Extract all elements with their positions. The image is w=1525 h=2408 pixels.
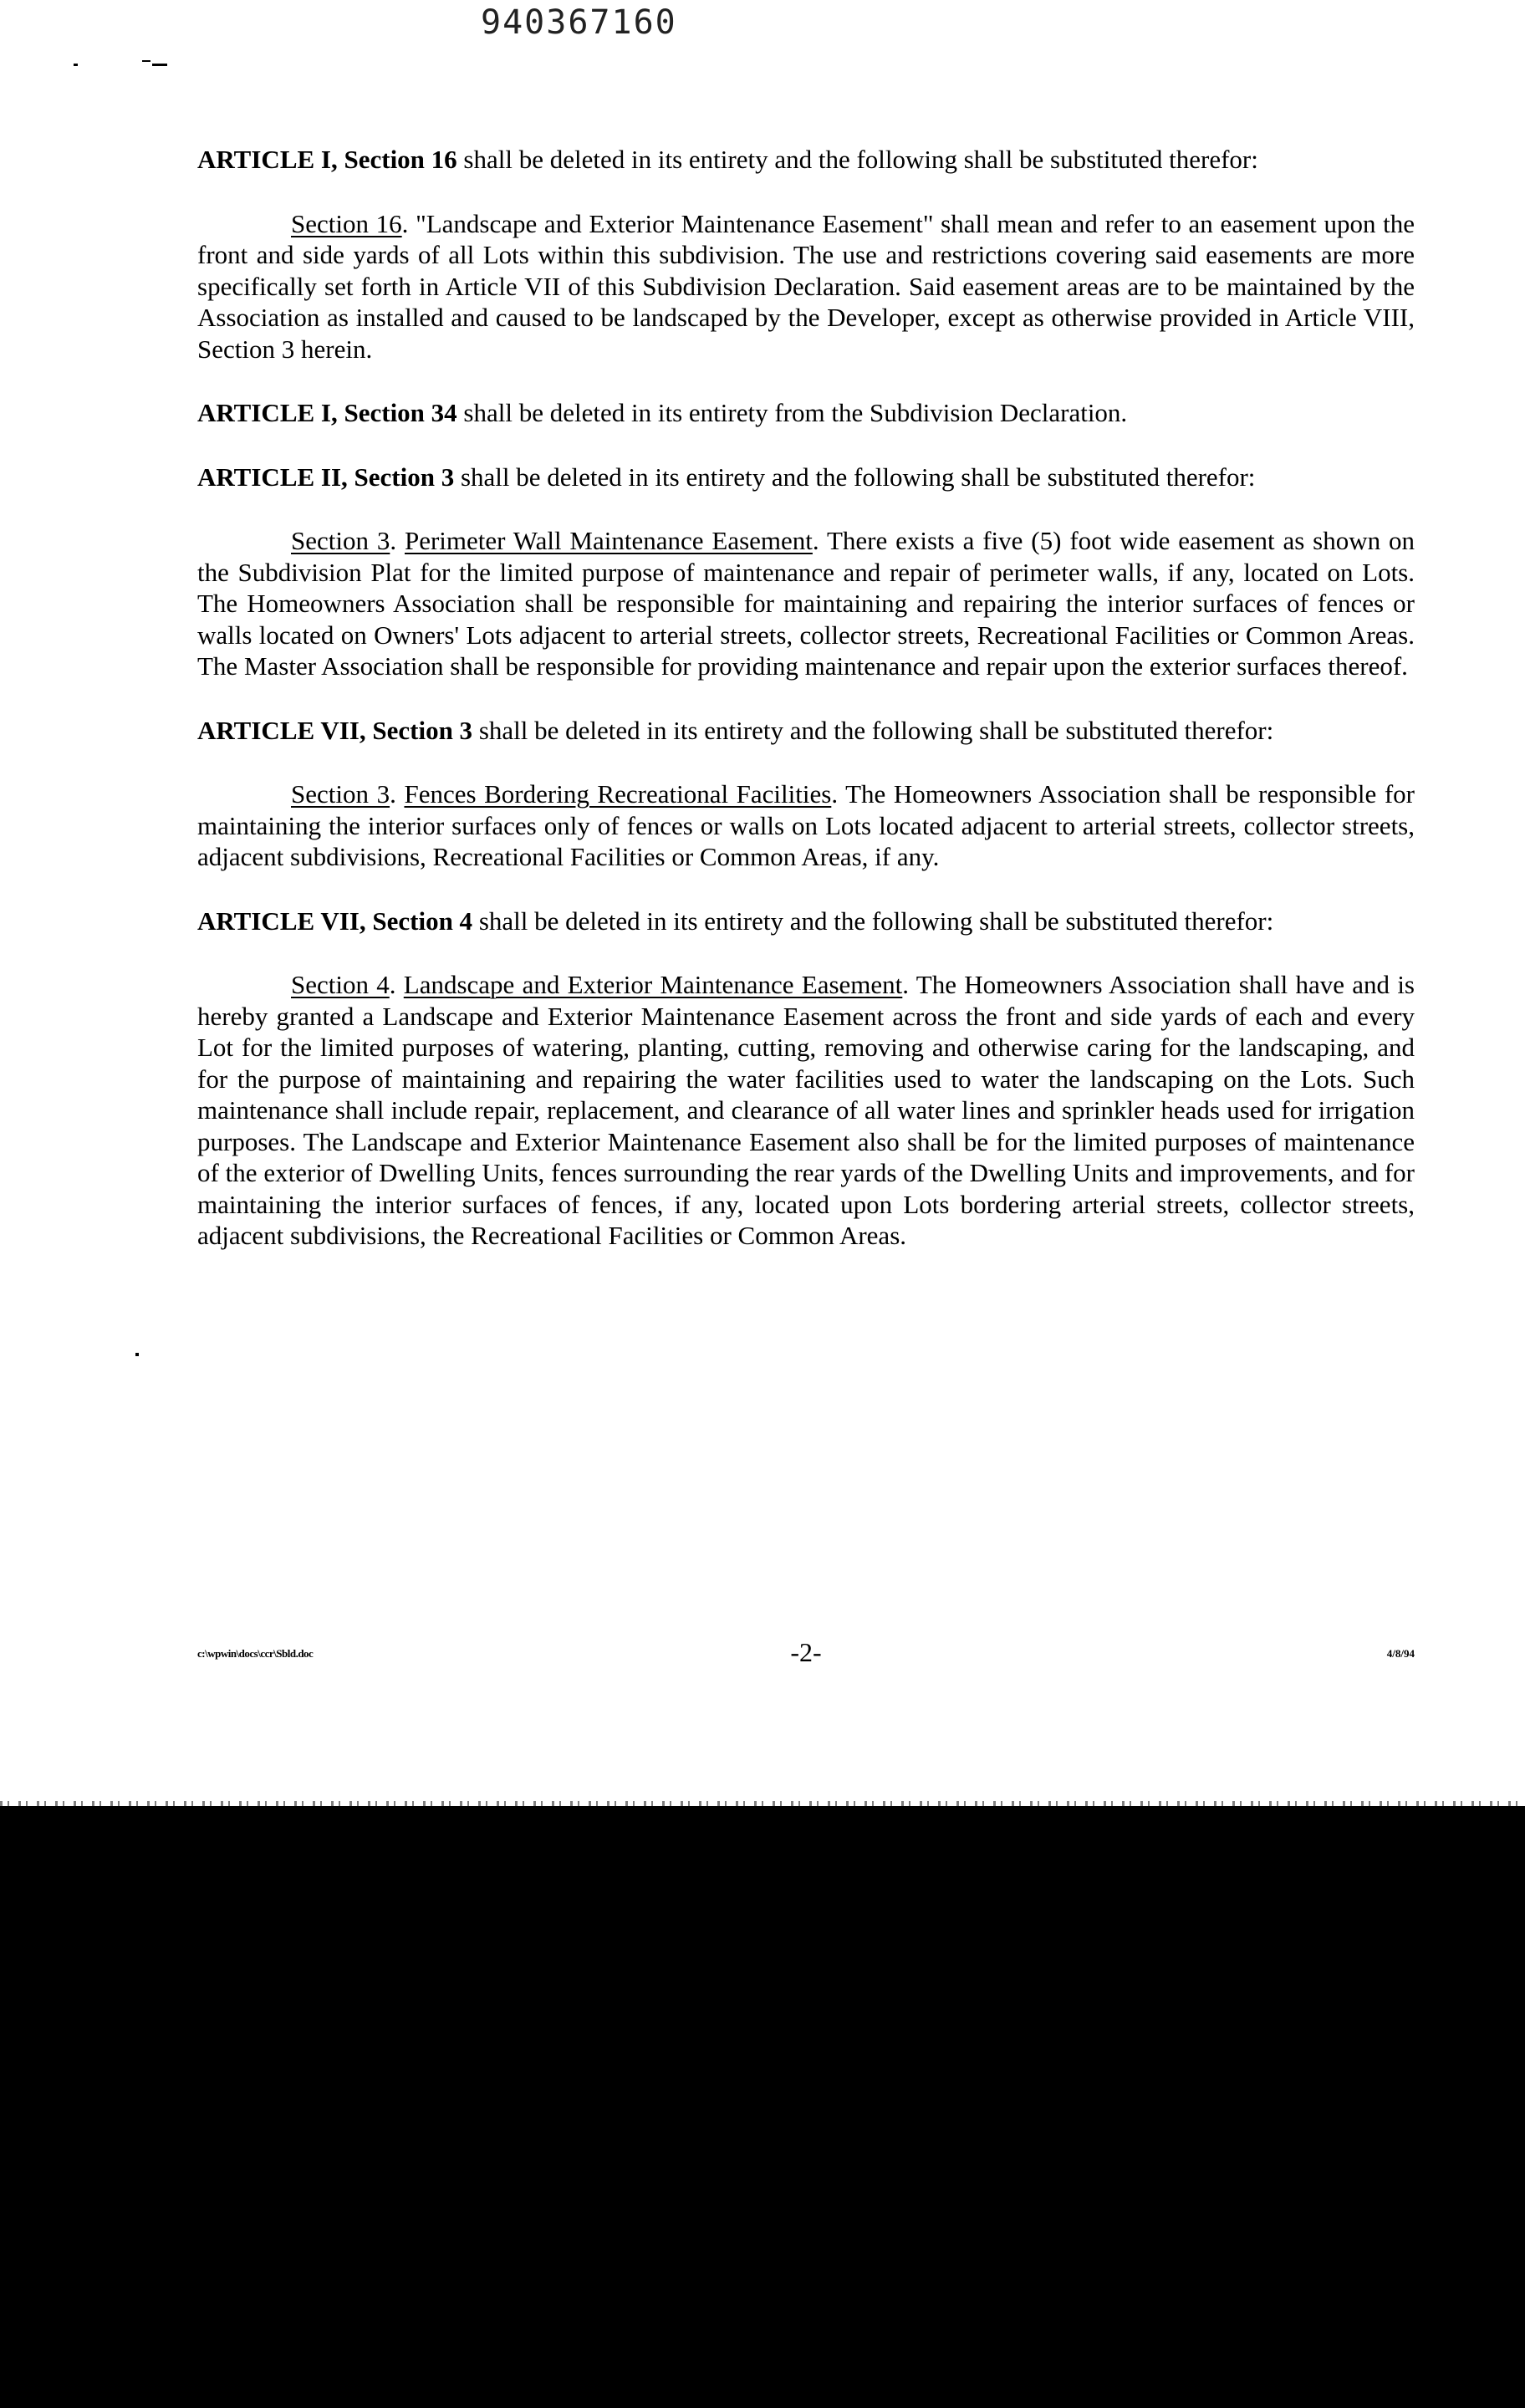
article-heading: ARTICLE VII, Section 4 [197, 906, 473, 936]
section-text: . The Homeowners Association shall have and is hereby granted a Landscape and Exterior Maintenance Easement across the front and side yards of each and every Lot for the limited purposes of watering, planting, cutting, removing and otherwise caring for the landscaping, and for the purpose of maintaining and repairing the water facilities used to water the landscaping on the Lots. Such maintenance shall include repair, replacement, and clearance of all water lines and sprinkler heads used for irrigation purposes. The Landscape and Exterior Maintenance Easement also shall be for the limited purposes of maintenance of the exterior of Dwelling Units, fences surrounding the rear yards of the Dwelling Units and improvements, and for maintaining the interior surfaces of fences, if any, located upon Lots bordering arterial streets, collector streets, adjacent subdivisions, the Recreational Facilities or Common Areas. [197, 970, 1415, 1250]
section-label: Section 3 [291, 779, 390, 809]
article-heading: ARTICLE I, Section 16 [197, 145, 457, 174]
article-amendment-paragraph [197, 397, 1415, 429]
article-amendment-paragraph [197, 715, 1415, 747]
section-label: Section 4 [291, 970, 390, 999]
article-amendment-paragraph [197, 906, 1415, 937]
article-heading: ARTICLE VII, Section 3 [197, 715, 473, 745]
page-footer [197, 1637, 1415, 1671]
document-body [197, 144, 1415, 1284]
article-text: shall be deleted in its entirety and the following shall be substituted therefor: [472, 715, 1274, 745]
scan-speck [135, 1353, 139, 1356]
section-text: . "Landscape and Exterior Maintenance Easement" shall mean and refer to an easement upon the front and side yards of all Lots within this subdivision. The use and restrictions covering said easements are more specifically set forth in Article VII of this Subdivision Declaration. Said easement areas are to be maintained by the Association as installed and caused to be landscaped by the Developer, except as otherwise provided in Article VIII, Section 3 herein. [197, 208, 1415, 364]
footer-file-path: c:\wpwin\docs\ccr\Sbld.doc [197, 1647, 314, 1660]
article-text: shall be deleted in its entirety and the following shall be substituted therefor: [472, 906, 1274, 936]
footer-date: 4/8/94 [1386, 1647, 1415, 1660]
article-text: shall be deleted in its entirety and the following shall be substituted therefor: [456, 145, 1258, 174]
section-label: Section 16 [291, 208, 402, 238]
article-text: shall be deleted in its entirety and the following shall be substituted therefor: [454, 462, 1256, 492]
article-amendment-paragraph [197, 462, 1415, 493]
article-heading: ARTICLE II, Section 3 [197, 462, 455, 492]
article-heading: ARTICLE I, Section 34 [197, 398, 457, 427]
section-text: . There exists a five (5) foot wide easement as shown on the Subdivision Plat for the limited purpose of maintenance and repair of perimeter walls, if any, located on Lots. The Homeowners Association shall be responsible for maintaining and repairing the interior surfaces of fences or walls located on Owners' Lots adjacent to arterial streets, collector streets, Recreational Facilities or Common Areas. The Master Association shall be responsible for providing maintenance and repair upon the exterior surfaces thereof. [197, 526, 1415, 681]
section-text: . The Homeowners Association shall be responsible for maintaining the interior surfaces only of fences or walls on Lots located adjacent to arterial streets, collector streets, adjacent subdivisions, Recreational Facilities or Common Areas, if any. [197, 779, 1415, 871]
scan-speck [74, 64, 78, 66]
footer-page-number: -2- [790, 1637, 822, 1667]
scan-speck [152, 64, 167, 66]
section-paragraph: Section 3. Fences Bordering Recreational Facilities. The Homeowners Association shall be responsible for maintaining the interior surfaces only of fences or walls on Lots located adjacent to arterial streets, collector streets, adjacent subdivisions, Recreational Facilities or Common Areas, if any. [197, 779, 1415, 871]
section-title: Perimeter Wall Maintenance Easement [404, 526, 813, 555]
section-paragraph: Section 3. Perimeter Wall Maintenance Easement. There exists a five (5) foot wide easement as shown on the Subdivision Plat for the limited purpose of maintenance and repair of perimeter walls, if any, located on Lots. The Homeowners Association shall be responsible for maintaining and repairing the interior surfaces of fences or walls located on Owners' Lots adjacent to arterial streets, collector streets, Recreational Facilities or Common Areas. The Master Association shall be responsible for providing maintenance and repair upon the exterior surfaces thereof. [197, 526, 1415, 681]
section-label: Section 3 [291, 526, 390, 555]
article-text: shall be deleted in its entirety from the Subdivision Declaration. [456, 398, 1128, 427]
section-title: Fences Bordering Recreational Facilities [404, 779, 832, 809]
scan-speck [142, 60, 150, 62]
article-amendment-paragraph [197, 144, 1415, 176]
section-paragraph [197, 208, 1415, 365]
section-paragraph: Section 4. Landscape and Exterior Maintenance Easement. The Homeowners Association shall have and is hereby granted a Landscape and Exterior Maintenance Easement across the front and side yards of each and every Lot for the limited purposes of watering, planting, cutting, removing and otherwise caring for the landscaping, and for the purpose of maintaining and repairing the water facilities used to water the landscaping on the Lots. Such maintenance shall include repair, replacement, and clearance of all water lines and sprinkler heads used for irrigation purposes. The Landscape and Exterior Maintenance Easement also shall be for the limited purposes of maintenance of the exterior of Dwelling Units, fences surrounding the rear yards of the Dwelling Units and improvements, and for maintaining the interior surfaces of fences, if any, located upon Lots bordering arterial streets, collector streets, adjacent subdivisions, the Recreational Facilities or Common Areas. [197, 970, 1415, 1250]
section-title: Landscape and Exterior Maintenance Easement [403, 970, 903, 999]
document-number: 940367160 [481, 3, 677, 42]
